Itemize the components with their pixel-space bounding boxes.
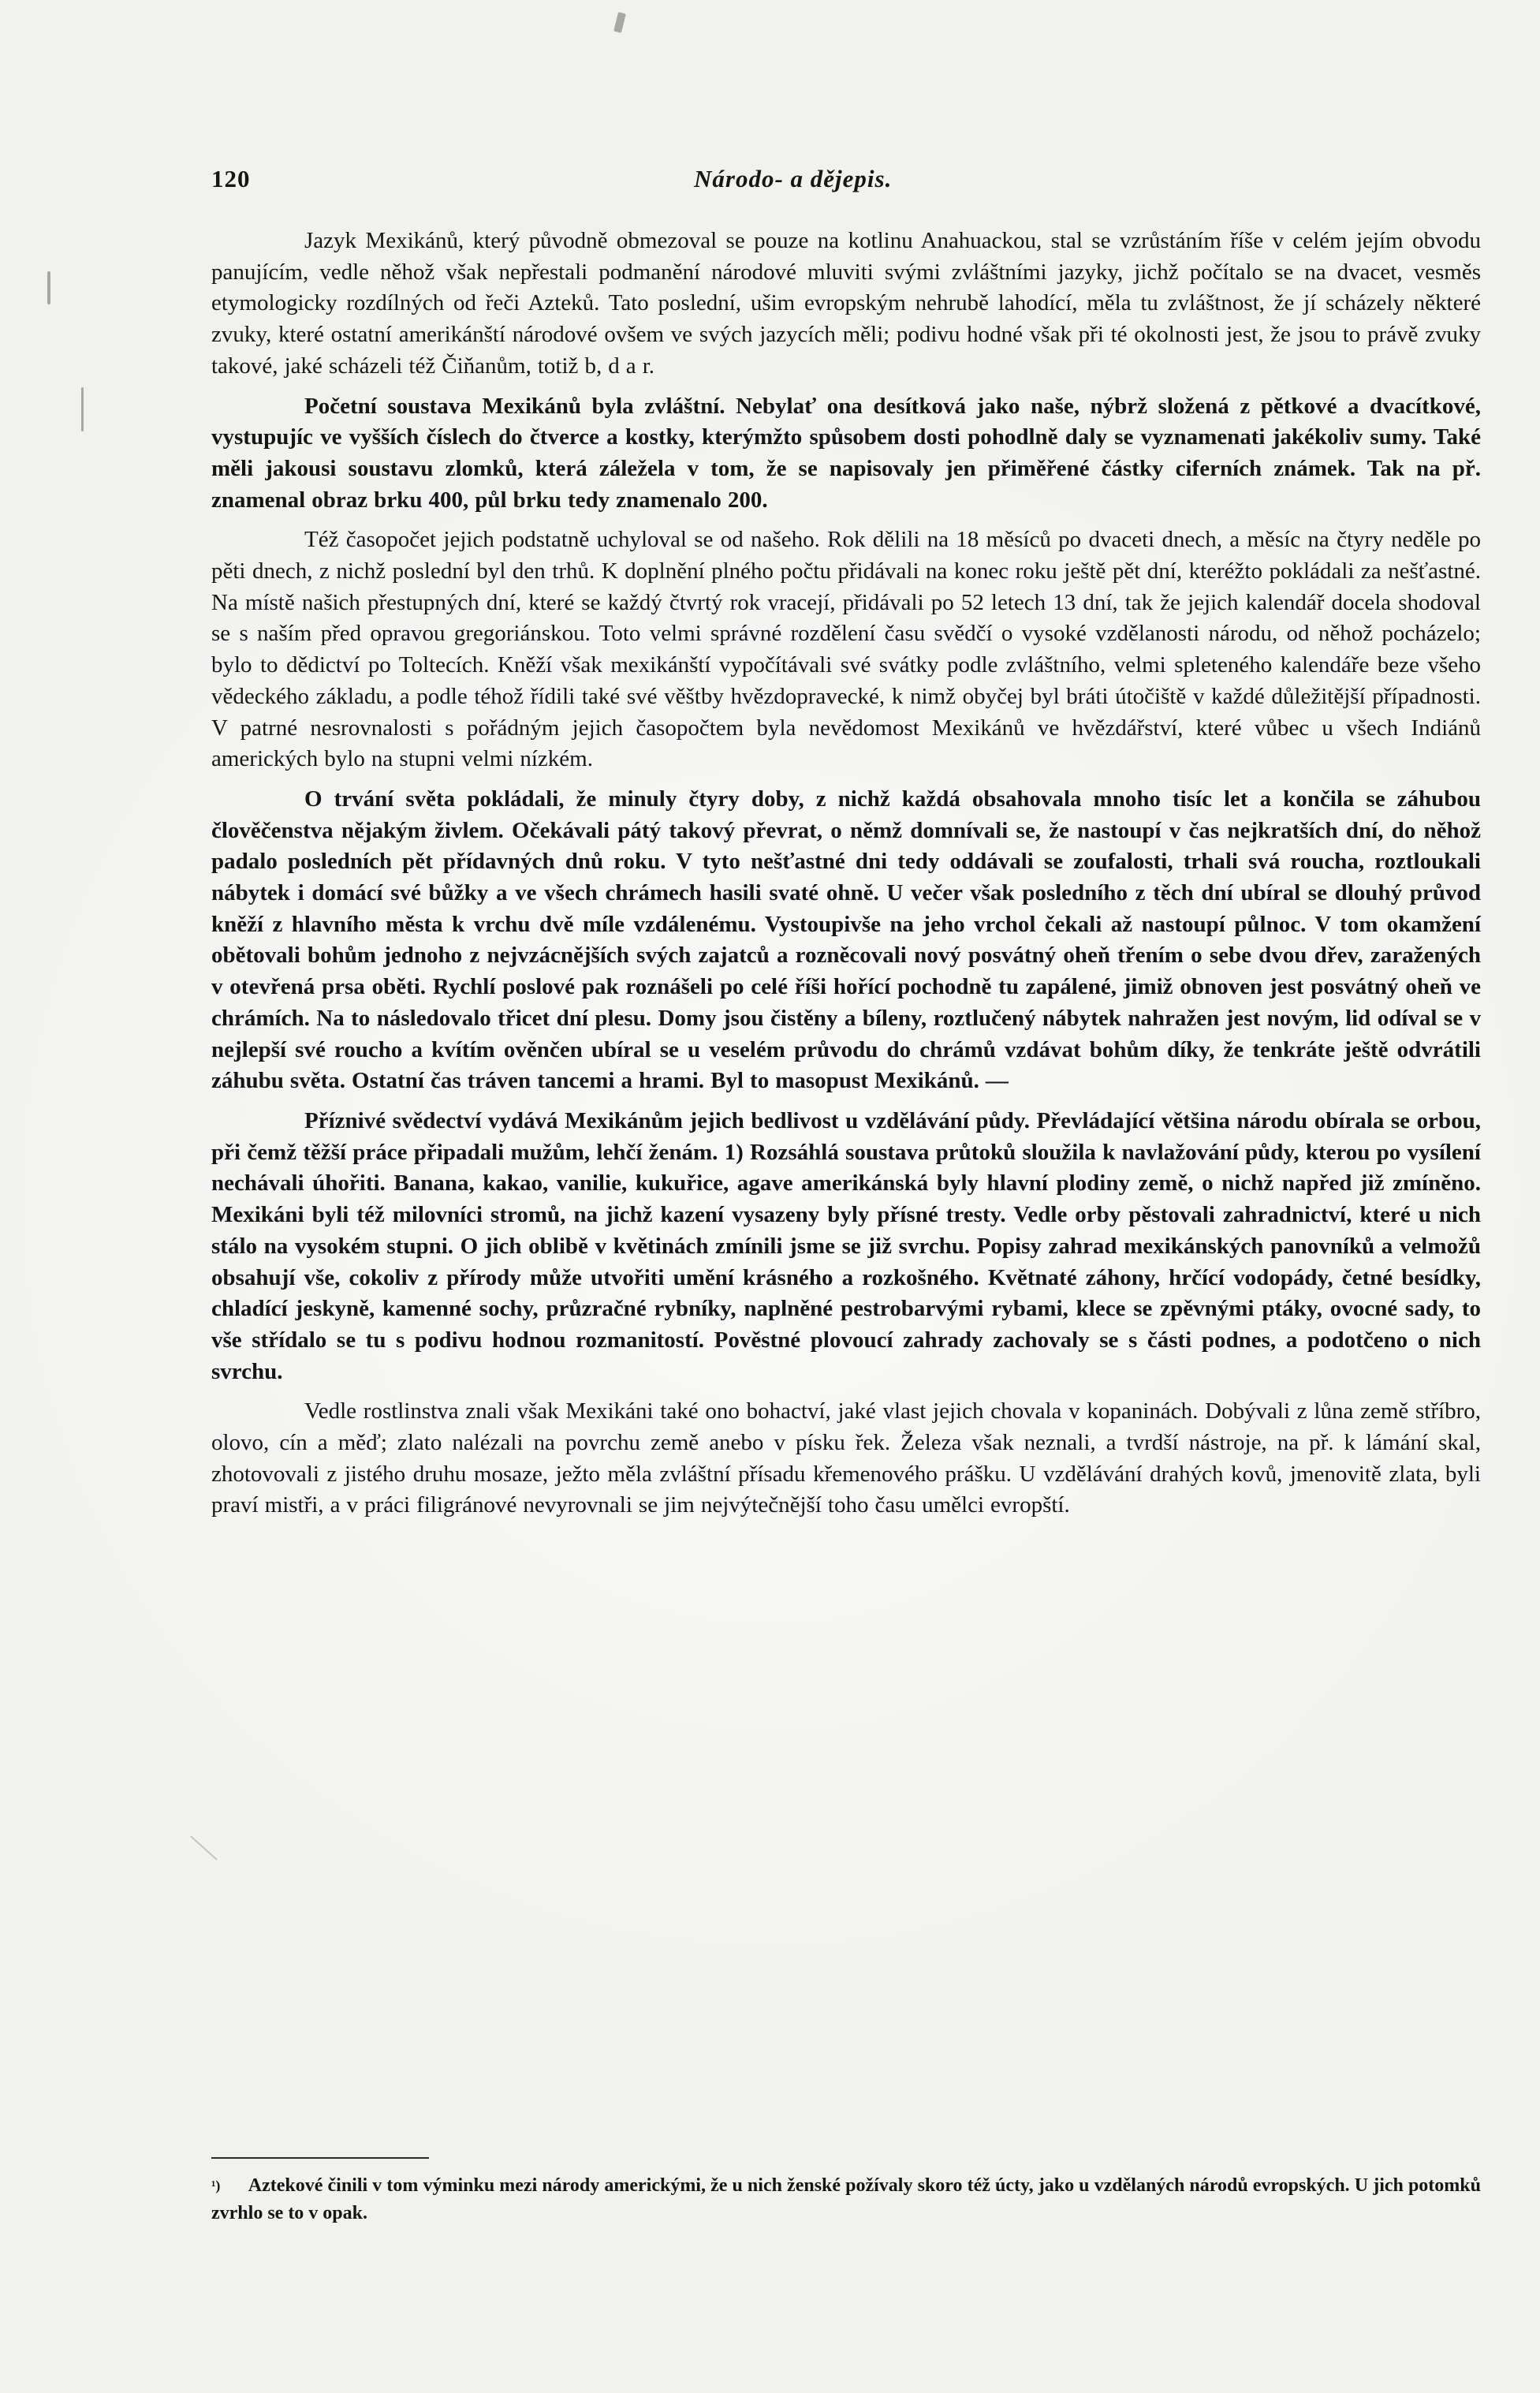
page-header (211, 159, 1481, 199)
page-number: 120 (211, 165, 251, 192)
page-body (211, 226, 1481, 1530)
footnote-text: Aztekové činili v tom výminku mezi národy americkými, že u nich ženské požívaly skoro též úcty, jako u vzdělaných národů evropských. U jich potomků zvrhlo se to v opak. (211, 2175, 1481, 2223)
ink-speck (613, 12, 626, 33)
paragraph-calendar: Též časopočet jejich podstatně uchyloval se od našeho. Rok dělili na 18 měsíců po dvaceti dnech, a měsíc na čtyry neděle po pěti dnech, z nichž poslední byl den trhů. K doplnění plného počtu přidávali na konec roku ještě pět dní, kteréžto pokládali za nešťastné. Na místě našich přestupných dní, které se každý čtvrtý rok vracejí, přidávali po 52 letech 13 dní, tak že jejich kalendář docela shodoval se s naším před opravou gregoriánskou. Toto velmi správné rozdělení času svědčí o vysoké vzdělanosti národu, od něhož pocházelo; bylo to dědictví po Toltecích. Kněží však mexikánští vypočítávali své svátky podle zvláštního, velmi spleteného kalendáře beze všeho vědeckého základu, a podle téhož řídili také své věštby hvězdopravecké, k nimž obyčej byl bráti útočiště v každé důležitější případnosti. V patrné nesrovnalosti s pořádným jejich časopočtem byla nevědomost Mexikánů ve hvězdářství, které vůbec u všech Indiánů amerických bylo na stupni velmi nízkém. (211, 527, 1481, 772)
paragraph-agriculture: Příznivé svědectví vydává Mexikánům jejich bedlivost u vzdělávání půdy. Převládající většina národu obírala se orbou, při čemž těžší práce připadali mužům, lehčí ženám. 1) Rozsáhlá soustava průtoků sloužila k navlažování půdy, kterou po vysílení nechávali úhořiti. Banana, kakao, vanilie, kukuřice, agave amerikánská byly hlavní plodiny země, o nichž napřed již zmíněno. Mexikáni byli též milovníci stromů, na jichž kazení vysazeny byly přísné tresty. Vedle orby pěstovali zahradnictví, které u nich stálo na vysokém stupni. O jich oblibě v květinách zmínili jsme se již svrchu. Popisy zahrad mexikánských panovníků a velmožů obsahují vše, cokoliv z přírody může utvořiti umění krásného a rozkošného. Květnaté záhony, hrčící vodopády, četné besídky, chladící jeskyně, kamenné sochy, průzračné rybníky, naplněné pestrobarvými rybami, klece se zpěvnými ptáky, ovocné sady, to vše střídalo se tu s podivu hodnou rozmanitostí. Pověstné plovoucí zahrady zachovaly se s části podnes, a podotčeno o nich svrchu. (211, 1107, 1481, 1384)
footnote-marker: ¹) (211, 2178, 221, 2193)
margin-mark (81, 387, 84, 431)
running-title: Národo- a dějepis. (694, 165, 893, 192)
paragraph-number-system: Početní soustava Mexikánů byla zvláštní. Nebylať ona desítková jako naše, nýbrž složená z pětkové a dvacítkové, vystupujíc ve vyšších číslech do čtverce a kostky, kterýmžto spůsobem dosti pohodlně daly se vyznamenati jakékoliv sumy. Také měli jakousi soustavu zlomků, která záležela v tom, že se napisovaly jen přiměřené částky ciferních známek. Tak na př. znamenal obraz brku 400, půl brku tedy znamenalo 200. (211, 393, 1481, 513)
footnote (211, 2172, 1481, 2227)
paragraph-metals: Vedle rostlinstva znali však Mexikáni také ono bohactví, jaké vlast jejich chovala v kopaninách. Dobývali z lůna země stříbro, olovo, cín a měď; zlato nalézali na povrchu země anebo v písku řek. Železa však neznali, a tvrdší nástroje, na př. k lámání skal, zhotovovali z jistého druhu mosaze, ježto měla zvláštní přísadu křemenového prášku. U vzdělávání drahých kovů, jmenovitě zlata, byli praví mistři, a v práci filigránové nevyrovnali se jim nejvýtečnější toho času umělci evropští. (211, 1398, 1481, 1518)
margin-mark (47, 271, 50, 304)
paragraph-world-ages: O trvání světa pokládali, že minuly čtyry doby, z nichž každá obsahovala mnoho tisíc let a končila se záhubou člověčenstva nějakým živlem. Očekávali pátý takový převrat, o němž domnívali se, že nastoupí v čas nejkratších dní, do něhož padalo posledních pět přídavných dnů roku. V tyto nešťastné dni tedy oddávali se zoufalosti, trhali svá roucha, roztloukali nábytek i domácí své bůžky a ve všech chrámech hasili svaté ohně. U večer však posledního z těch dní ubíral se dlouhý průvod kněží z hlavního města k vrchu dvě míle vzdálenému. Vystoupivše na jeho vrchol čekali až nastoupí půlnoc. V tom okamžení obětovali bohům jednoho z nejvzácnějších svých zajatců a rozněcovali nový posvátný oheň třením o sebe dvou dřev, zaražených v otevřená prsa oběti. Rychlí poslové pak roznášeli po celé říši hořící pochodně tu zapálené, jimiž obnoven jest posvátný oheň ve chrámích. Na to následovalo třicet dní plesu. Domy jsou čistěny a bíleny, roztlučený nábytek nahražen jest novým, lid odíval se v nejlepší své roucho a kvítím ověnčen ubíral se u veselém průvodu do chrámů vzdávat bohům díky, že tenkráte ještě odvrátili záhubu světa. Ostatní čas tráven tancemi a hrami. Byl to masopust Mexikánů. — (211, 786, 1481, 1094)
footnote-rule (211, 2157, 429, 2159)
margin-mark (190, 1835, 218, 1861)
paragraph-language: Jazyk Mexikánů, který původně obmezoval se pouze na kotlinu Anahuackou, stal se vzrůstáním říše v celém jejím obvodu panujícím, vedle něhož však nepřestali podmanění národové mluviti svými zvláštními jazyky, jichž počítalo se na dvacet, vesměs etymologicky rozdílných od řeči Azteků. Tato poslední, ušim evropským nehrubě lahodící, měla tu zvláštnost, že jí scházely některé zvuky, které ostatní amerikánští národové ovšem ve svých jazycích měli; podivu hodné však při té okolnosti jest, že jsou to právě zvuky takové, jaké scházeli též Čiňanům, totiž b, d a r. (211, 228, 1481, 379)
